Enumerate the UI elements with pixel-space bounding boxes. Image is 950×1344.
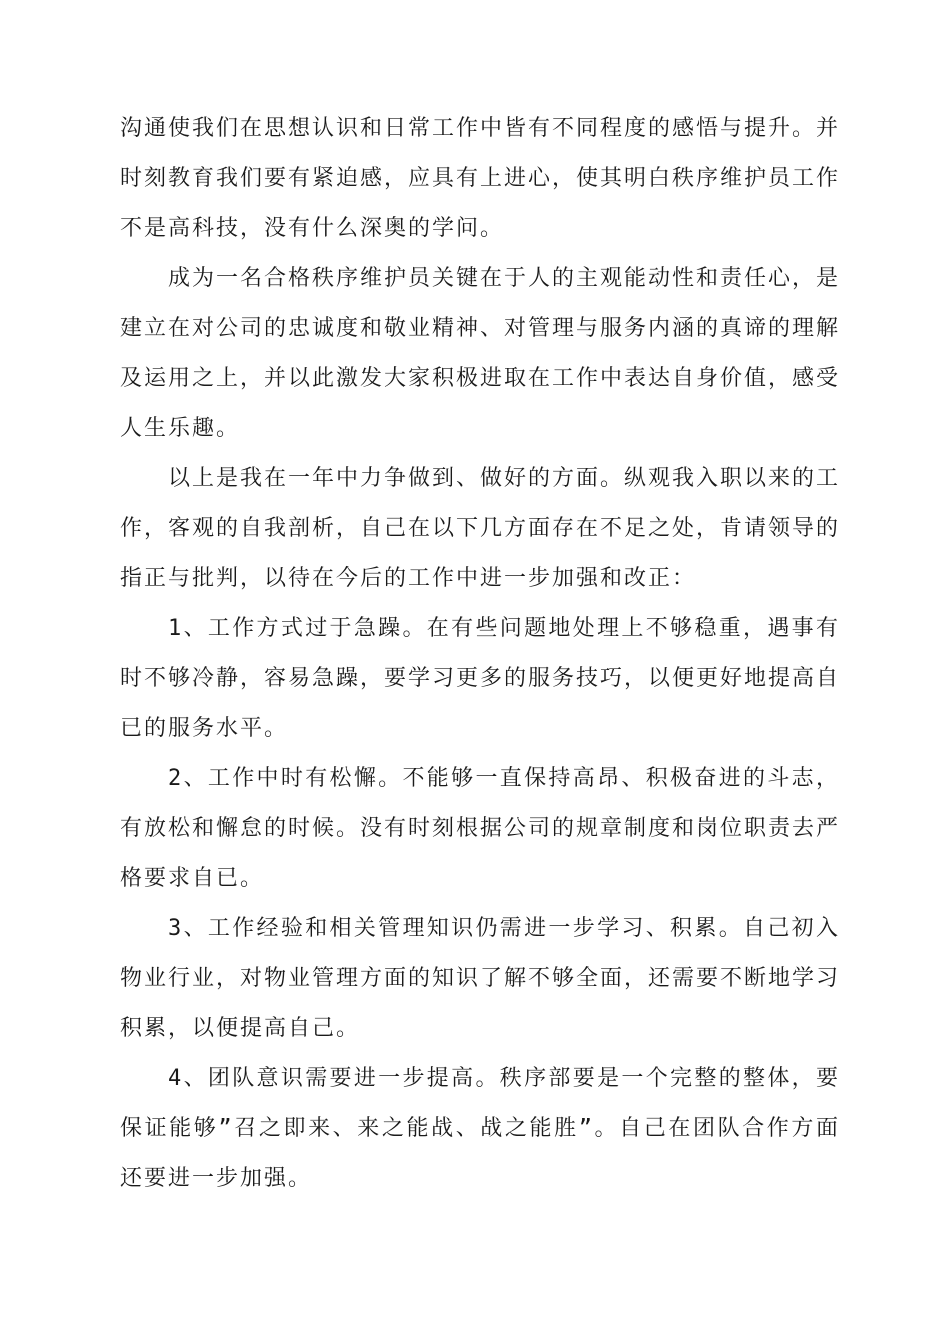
paragraph-4: 1、工作方式过于急躁。在有些问题地处理上不够稳重，遇事有时不够冷静，容易急躁，要学习更多的服务技巧，以便更好地提高自已的服务水平。 [120,616,841,741]
paragraph-2: 成为一名合格秩序维护员关键在于人的主观能动性和责任心，是建立在对公司的忠诚度和敬业精神、对管理与服务内涵的真谛的理解及运用之上，并以此激发大家积极进取在工作中表达自身价值，感受人生乐趣。 [120,266,841,441]
paragraph-3: 以上是我在一年中力争做到、做好的方面。纵观我入职以来的工作，客观的自我剖析，自己在以下几方面存在不足之处，肯请领导的指正与批判，以待在今后的工作中进一步加强和改正： [120,466,841,591]
document-body [120,104,840,1204]
paragraph-6: 3、工作经验和相关管理知识仍需进一步学习、积累。自己初入物业行业，对物业管理方面的知识了解不够全面，还需要不断地学习积累，以便提高自己。 [120,916,841,1041]
paragraph-7: 4、团队意识需要进一步提高。秩序部要是一个完整的整体，要保证能够”召之即来、来之能战、战之能胜”。自己在团队合作方面还要进一步加强。 [120,1066,840,1191]
paragraph-1: 沟通使我们在思想认识和日常工作中皆有不同程度的感悟与提升。并时刻教育我们要有紧迫感，应具有上进心，使其明白秩序维护员工作不是高科技，没有什么深奥的学问。 [120,116,841,241]
paragraph-5: 2、工作中时有松懈。不能够一直保持高昂、积极奋进的斗志，有放松和懈怠的时候。没有时刻根据公司的规章制度和岗位职责去严格要求自已。 [120,766,841,891]
